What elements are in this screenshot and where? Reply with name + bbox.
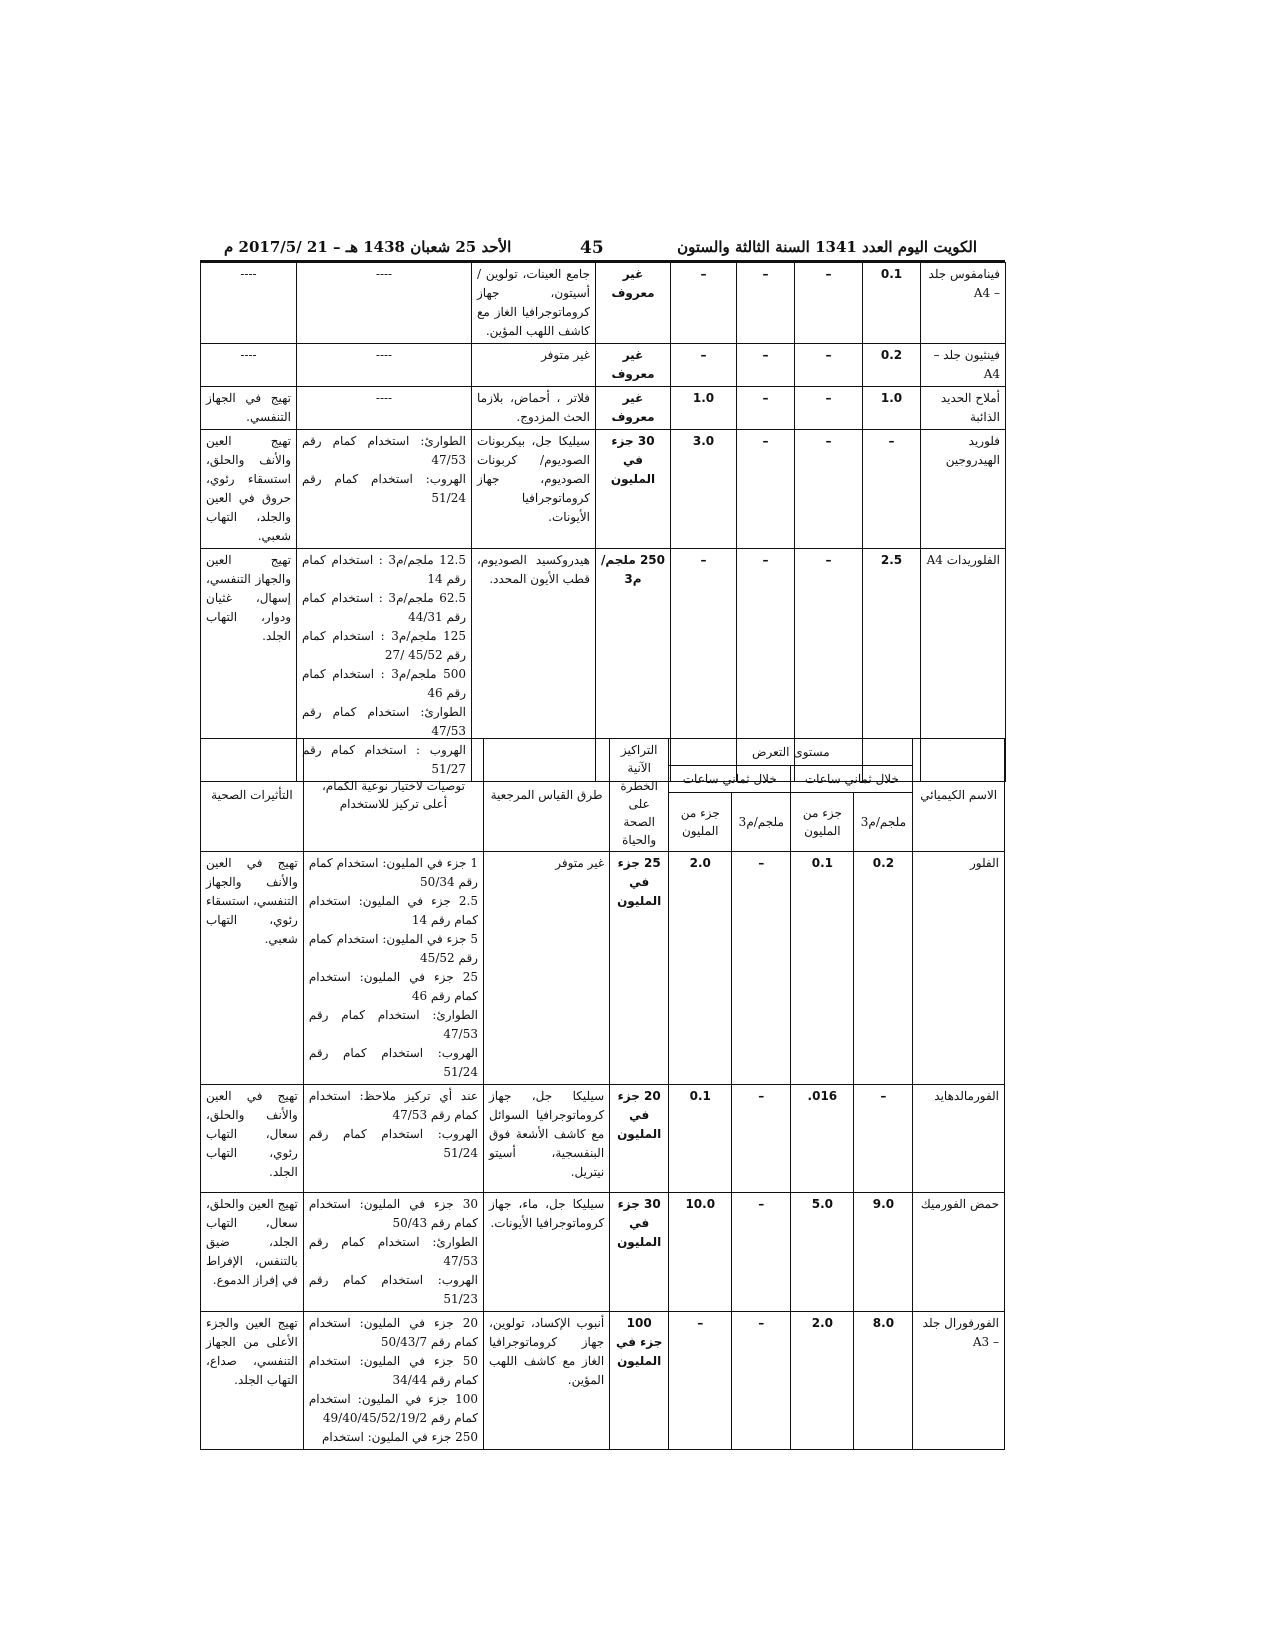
health-effects-cell: ----: [201, 263, 297, 344]
recommendation-line: الطوارئ: استخدام كمام رقم 47/53: [302, 705, 466, 738]
recommendation-line: عند أي تركيز ملاحظ: استخدام كمام رقم 47/53: [308, 1089, 478, 1122]
value-cell: –: [854, 1085, 913, 1193]
chemical-name-cell: الفلوريدات A4: [921, 549, 1006, 782]
idlh-cell: غير معروف: [596, 387, 671, 430]
header-idlh: التراكيز الآنية الخطرة على الصحة والحياة: [610, 739, 669, 852]
value-cell: –: [795, 430, 863, 549]
value-cell: –: [737, 549, 795, 782]
chemical-name-cell: الفلور: [913, 852, 1005, 1085]
value-cell: 1.0: [863, 387, 921, 430]
header-twa-mg: ملجم/م3: [854, 793, 913, 852]
recommendation-cell: [297, 263, 472, 344]
value-cell: –: [795, 387, 863, 430]
header-exposure-level: مستوى التعرض: [669, 739, 913, 766]
health-effects-cell: تهيج في العين والأنف والحلق، سعال، التهاب رئوي، التهاب الجلد.: [201, 1085, 304, 1193]
health-effects-cell: تهيج في العين والأنف والجهاز التنفسي، استسقاء رئوي، التهاب شعبي.: [201, 852, 304, 1085]
value-cell: 2.5: [863, 549, 921, 782]
value-cell: 9.0: [854, 1193, 913, 1312]
health-effects-cell: تهيج في الجهاز التنفسي.: [201, 387, 297, 430]
idlh-cell: 250 ملجم/م3: [596, 549, 671, 782]
gazette-title: الكويت اليوم العدد 1341 السنة الثالثة والستون: [677, 238, 977, 256]
recommendation-line: الهروب: استخدام كمام رقم 51/24: [302, 472, 466, 505]
recommendation-line: 500 ملجم/م3 : استخدام كمام رقم 46: [302, 667, 466, 700]
value-cell: 5.0: [791, 1193, 854, 1312]
recommendation-line: 5 جزء في المليون: استخدام كمام رقم 45/52: [308, 932, 478, 965]
value-cell: –: [732, 1312, 791, 1450]
recommendation-line: الهروب : استخدام كمام رقم 51/27: [302, 743, 466, 776]
idlh-cell: 20 جزء في المليون: [610, 1085, 669, 1193]
recommendation-line: الهروب: استخدام كمام رقم 51/23: [308, 1273, 478, 1306]
page-number: 45: [580, 238, 604, 258]
header-stel: خلال ثماني ساعات: [669, 766, 791, 793]
header-twa: خلال ثماني ساعات: [791, 766, 913, 793]
header-stel-mg: ملجم/م3: [732, 793, 791, 852]
health-effects-cell: تهيج العين والأنف والحلق، استسقاء رئوي، حروق في العين والجلد، التهاب شعبي.: [201, 430, 297, 549]
issue-date: الأحد 25 شعبان 1438 هـ – 21 /2017/5 م: [224, 238, 512, 256]
table-row: [201, 1193, 1005, 1312]
health-effects-cell: تهيج العين والجهاز التنفسي، إسهال، غثيان ودوار، التهاب الجلد.: [201, 549, 297, 782]
chemical-name-cell: فينامفوس جلد – A4: [921, 263, 1006, 344]
value-cell: –: [737, 263, 795, 344]
header-methods: طرق القياس المرجعية: [483, 739, 609, 852]
table-row: [201, 430, 1006, 549]
value-cell: –: [863, 430, 921, 549]
header-respirator-recommendations: توصيات لاختيار نوعية الكمام، أعلى تركيز للاستخدام: [303, 739, 483, 852]
value-cell: –: [795, 549, 863, 782]
method-cell: هيدروكسيد الصوديوم، قطب الأيون المحدد.: [472, 549, 596, 782]
chemical-name-cell: الفورمالدهايد: [913, 1085, 1005, 1193]
method-cell: أنبوب الإكساد، تولوين، جهاز كروماتوجرافيا الغاز مع كاشف اللهب المؤين.: [483, 1312, 609, 1450]
recommendation-line: 100 جزء في المليون: استخدام كمام رقم 49/40/45/52/19/2: [308, 1392, 478, 1425]
table-row: [201, 1085, 1005, 1193]
header-health-effects: التأثيرات الصحية: [201, 739, 304, 852]
chemicals-table-top: [200, 262, 1006, 782]
value-cell: 0.1: [669, 1085, 732, 1193]
recommendation-line: 30 جزء في المليون: استخدام كمام رقم 50/43: [308, 1197, 478, 1230]
table-row: [201, 263, 1006, 344]
method-cell: غير متوفر: [483, 852, 609, 1085]
value-cell: 0.2: [854, 852, 913, 1085]
chemical-name-cell: أملاح الحديد الذائبة: [921, 387, 1006, 430]
value-cell: 1.0: [671, 387, 737, 430]
idlh-cell: 25 جزء في المليون: [610, 852, 669, 1085]
recommendation-line: 12.5 ملجم/م3 : استخدام كمام رقم 14: [302, 553, 466, 586]
idlh-cell: 100 جزء في المليون: [610, 1312, 669, 1450]
recommendation-line: 2.5 جزء في المليون: استخدام كمام رقم 14: [308, 894, 478, 927]
value-cell: –: [732, 852, 791, 1085]
recommendation-line: الهروب: استخدام كمام رقم 51/24: [308, 1046, 478, 1079]
table-row: [201, 387, 1006, 430]
recommendation-cell: [297, 430, 472, 549]
value-cell: –: [737, 430, 795, 549]
recommendation-line: ----: [375, 267, 393, 281]
value-cell: –: [737, 344, 795, 387]
recommendation-line: 1 جزء في المليون: استخدام كمام رقم 50/34: [308, 856, 478, 889]
health-effects-cell: ----: [201, 344, 297, 387]
header-stel-ppm: جزء من المليون: [669, 793, 732, 852]
recommendation-cell: [297, 344, 472, 387]
recommendation-line: الهروب: استخدام كمام رقم 51/24: [308, 1127, 478, 1160]
page-header: [200, 238, 1005, 263]
recommendation-cell: [303, 1193, 483, 1312]
idlh-cell: 30 جزء في المليون: [610, 1193, 669, 1312]
value-cell: –: [795, 344, 863, 387]
value-cell: 0.2: [863, 344, 921, 387]
recommendation-cell: [297, 387, 472, 430]
recommendation-line: 62.5 ملجم/م3 : استخدام كمام رقم 44/31: [302, 591, 466, 624]
recommendation-line: ----: [375, 348, 393, 362]
table-row: [201, 852, 1005, 1085]
header-chemical-name: الاسم الكيميائي: [913, 739, 1005, 852]
recommendation-line: 250 جزء في المليون: استخدام: [322, 1430, 478, 1444]
recommendation-line: الطوارئ: استخدام كمام رقم 47/53: [308, 1008, 478, 1041]
value-cell: –: [671, 263, 737, 344]
recommendation-line: 25 جزء في المليون: استخدام كمام رقم 46: [308, 970, 478, 1003]
value-cell: –: [671, 344, 737, 387]
table-row: [201, 1312, 1005, 1450]
chemical-name-cell: فينثيون جلد – A4: [921, 344, 1006, 387]
chemical-name-cell: فلوريد الهيدروجين: [921, 430, 1006, 549]
value-cell: 0.1: [863, 263, 921, 344]
value-cell: –: [795, 263, 863, 344]
value-cell: –: [737, 387, 795, 430]
table-row: [201, 344, 1006, 387]
method-cell: فلاتر ، أحماض، بلازما الحث المزدوج.: [472, 387, 596, 430]
recommendation-cell: [303, 1085, 483, 1193]
value-cell: 0.1: [791, 852, 854, 1085]
method-cell: سيليكا جل، بيكربونات الصوديوم/ كربونات الصوديوم، جهاز كروماتوجرافيا الأيونات.: [472, 430, 596, 549]
recommendation-line: 50 جزء في المليون: استخدام كمام رقم 34/44: [308, 1354, 478, 1387]
chemicals-table-bottom: [200, 738, 1005, 1450]
method-cell: جامع العينات، تولوين / أسيتون، جهاز كروماتوجرافيا الغاز مع كاشف اللهب المؤين.: [472, 263, 596, 344]
header-twa-ppm: جزء من المليون: [791, 793, 854, 852]
health-effects-cell: تهيج العين والجزء الأعلى من الجهاز التنفسي، صداع، التهاب الجلد.: [201, 1312, 304, 1450]
value-cell: 2.0: [791, 1312, 854, 1450]
idlh-cell: غير معروف: [596, 344, 671, 387]
recommendation-line: 125 ملجم/م3 : استخدام كمام رقم 45/52 /27: [302, 629, 466, 662]
recommendation-line: 20 جزء في المليون: استخدام كمام رقم 50/43/7: [308, 1316, 478, 1349]
recommendation-line: الطوارئ: استخدام كمام رقم 47/53: [302, 434, 466, 467]
value-cell: 2.0: [669, 852, 732, 1085]
value-cell: 016.: [791, 1085, 854, 1193]
chemical-name-cell: الفورفورال جلد – A3: [913, 1312, 1005, 1450]
method-cell: سيليكا جل، ماء، جهاز كروماتوجرافيا الأيونات.: [483, 1193, 609, 1312]
value-cell: 10.0: [669, 1193, 732, 1312]
health-effects-cell: تهيج العين والحلق، سعال، التهاب الجلد، ضيق بالتنفس، الإفراط في إفراز الدموع.: [201, 1193, 304, 1312]
value-cell: 3.0: [671, 430, 737, 549]
recommendation-line: الطوارئ: استخدام كمام رقم 47/53: [308, 1235, 478, 1268]
recommendation-cell: [303, 852, 483, 1085]
value-cell: 8.0: [854, 1312, 913, 1450]
recommendation-line: ----: [375, 391, 393, 405]
method-cell: غير متوفر: [472, 344, 596, 387]
value-cell: –: [732, 1085, 791, 1193]
method-cell: سيليكا جل، جهاز كروماتوجرافيا السوائل مع كاشف الأشعة فوق البنفسجية، أسيتو نيتريل.: [483, 1085, 609, 1193]
idlh-cell: 30 جزء في المليون: [596, 430, 671, 549]
idlh-cell: غير معروف: [596, 263, 671, 344]
value-cell: –: [669, 1312, 732, 1450]
value-cell: –: [671, 549, 737, 782]
recommendation-cell: [303, 1312, 483, 1450]
chemical-name-cell: حمض الفورميك: [913, 1193, 1005, 1312]
value-cell: –: [732, 1193, 791, 1312]
